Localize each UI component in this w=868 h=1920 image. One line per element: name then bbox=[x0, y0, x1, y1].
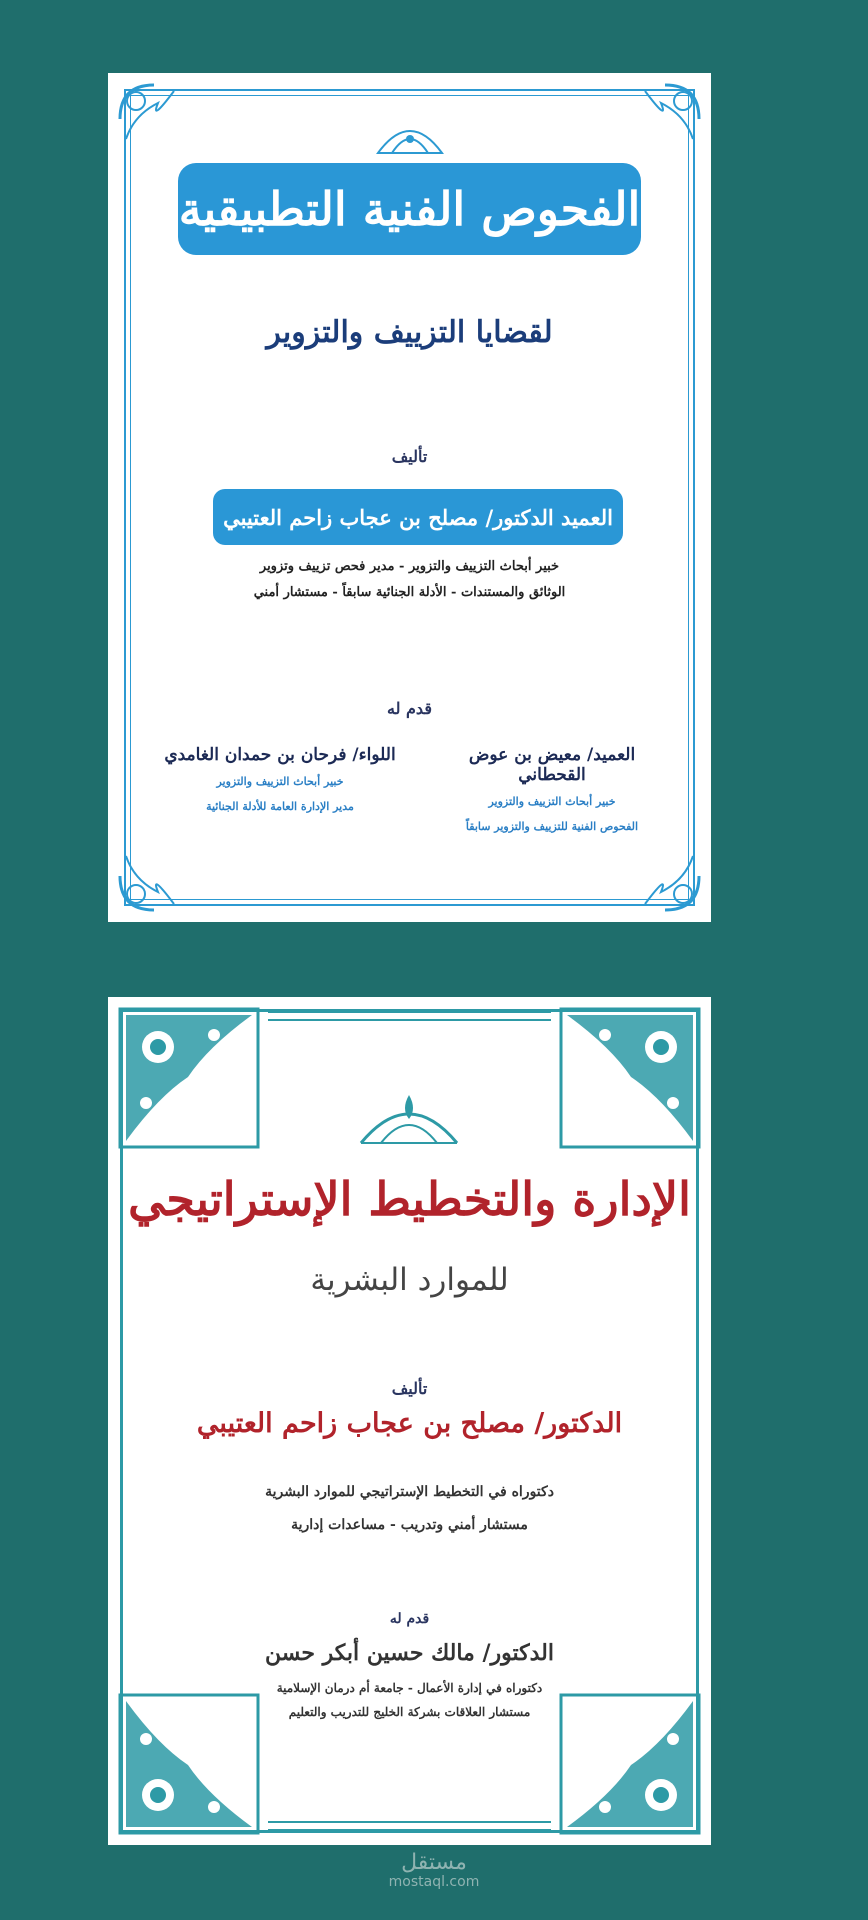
top-ornament-icon bbox=[359, 1089, 459, 1147]
presenter-left-line1: خبير أبحاث التزييف والتزوير bbox=[216, 775, 344, 788]
presenter-left-line2: مدير الإدارة العامة للأدلة الجنائية bbox=[206, 800, 354, 813]
author-description-2: الوثائق والمستندات - الأدلة الجنائية سابقاً - مستشار أمني bbox=[253, 585, 566, 600]
introduction-label: قدم له bbox=[389, 1611, 430, 1627]
corner-ornament-icon bbox=[114, 838, 192, 916]
author-description-1: دكتوراه في التخطيط الإستراتيجي للموارد البشرية bbox=[265, 1484, 554, 1500]
author-banner bbox=[213, 489, 623, 545]
corner-ornament-icon bbox=[627, 838, 705, 916]
book-subtitle: لقضايا التزييف والتزوير bbox=[266, 315, 553, 350]
border-bar bbox=[268, 1821, 551, 1831]
author-name: العميد الدكتور/ مصلح بن عجاب زاحم العتيبي bbox=[223, 504, 613, 530]
corner-ornament-icon bbox=[559, 1007, 701, 1149]
presenter-left-name: اللواء/ فرحان بن حمدان الغامدي bbox=[164, 745, 396, 765]
author-label: تأليف bbox=[391, 1379, 428, 1398]
watermark-arabic: مستقل bbox=[401, 1850, 467, 1875]
presenter-line2: مستشار العلاقات بشركة الخليج للتدريب والتعليم bbox=[288, 1705, 531, 1719]
book-cover-1 bbox=[108, 73, 711, 922]
author-description-1: خبير أبحاث التزييف والتزوير - مدير فحص تزييف وتزوير bbox=[259, 559, 560, 574]
site-watermark bbox=[0, 1852, 868, 1890]
author-name: الدكتور/ مصلح بن عجاب زاحم العتيبي bbox=[196, 1408, 623, 1439]
book-cover-2 bbox=[108, 997, 711, 1845]
book-title: الإدارة والتخطيط الإستراتيجي bbox=[128, 1172, 691, 1226]
presenter-left bbox=[160, 745, 400, 813]
presenter-right bbox=[437, 745, 667, 833]
author-label: تأليف bbox=[391, 447, 428, 466]
watermark-latin: mostaql.com bbox=[388, 1874, 480, 1890]
author-description-2: مستشار أمني وتدريب - مساعدات إدارية bbox=[291, 1517, 528, 1533]
introduction-label: قدم له bbox=[387, 699, 432, 718]
presenter-right-line2: الفحوص الفنية للتزييف والتزوير سابقاً bbox=[465, 820, 639, 833]
presenter-right-line1: خبير أبحاث التزييف والتزوير bbox=[488, 795, 616, 808]
book-title-banner bbox=[178, 163, 641, 255]
border-bar bbox=[268, 1011, 551, 1021]
book-subtitle: للموارد البشرية bbox=[310, 1262, 509, 1298]
presenter-right-name: العميد/ معيض بن عوض القحطاني bbox=[468, 745, 636, 785]
presenter-line1: دكتوراه في إدارة الأعمال - جامعة أم درمان الإسلامية bbox=[276, 1681, 543, 1695]
top-ornament-icon bbox=[374, 115, 446, 155]
corner-ornament-icon bbox=[114, 79, 192, 157]
corner-ornament-icon bbox=[627, 79, 705, 157]
presenter-name: الدكتور/ مالك حسين أبكر حسن bbox=[265, 1640, 554, 1666]
corner-ornament-icon bbox=[118, 1007, 260, 1149]
book-title: الفحوص الفنية التطبيقية bbox=[178, 182, 641, 236]
